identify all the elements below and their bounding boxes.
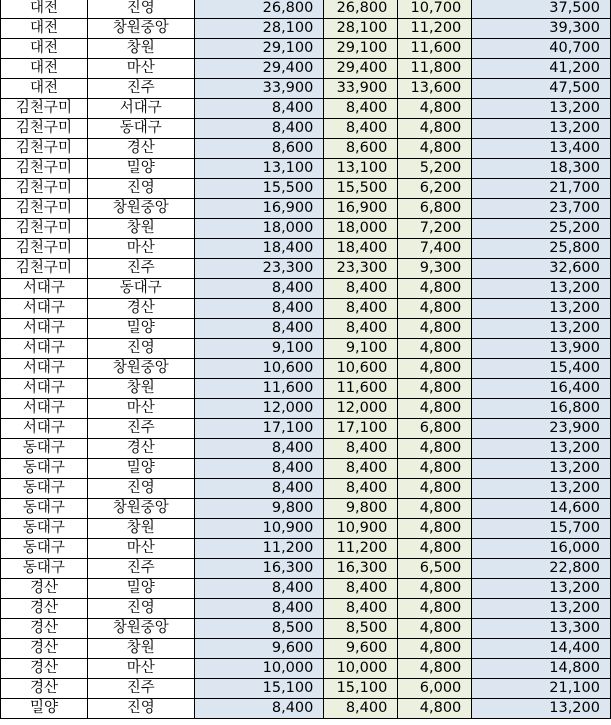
total-fare-cell[interactable]: 13,400 — [472, 139, 611, 159]
departure-station-cell[interactable]: 경산 — [1, 679, 88, 699]
fare-cell-2[interactable]: 13,100 — [324, 159, 398, 179]
arrival-station-cell[interactable]: 진영 — [87, 179, 194, 199]
fare-cell[interactable]: 16,900 — [194, 199, 324, 219]
fare-cell-3[interactable]: 4,800 — [398, 519, 472, 539]
departure-station-cell[interactable]: 대전 — [1, 39, 88, 59]
arrival-station-cell[interactable]: 창원중앙 — [87, 359, 194, 379]
fare-cell[interactable]: 17,100 — [194, 419, 324, 439]
fare-cell[interactable]: 11,600 — [194, 379, 324, 399]
total-fare-cell[interactable]: 32,600 — [472, 259, 611, 279]
fare-cell[interactable]: 13,100 — [194, 159, 324, 179]
total-fare-cell[interactable]: 13,200 — [472, 279, 611, 299]
total-fare-cell[interactable]: 23,900 — [472, 419, 611, 439]
arrival-station-cell[interactable]: 마산 — [87, 539, 194, 559]
table-row — [1, 0, 611, 19]
fare-cell-2[interactable]: 17,100 — [324, 419, 398, 439]
departure-station-cell[interactable]: 김천구미 — [1, 219, 88, 239]
arrival-station-cell[interactable]: 밀양 — [87, 159, 194, 179]
total-fare-cell[interactable]: 13,900 — [472, 339, 611, 359]
departure-station-cell[interactable]: 동대구 — [1, 499, 88, 519]
total-fare-cell[interactable]: 39,300 — [472, 19, 611, 39]
fare-cell-2[interactable]: 8,400 — [324, 99, 398, 119]
total-fare-cell[interactable]: 18,300 — [472, 159, 611, 179]
departure-station-cell[interactable]: 서대구 — [1, 339, 88, 359]
arrival-station-cell[interactable]: 진영 — [87, 699, 194, 719]
table-row — [1, 219, 611, 239]
fare-cell-2[interactable]: 8,400 — [324, 299, 398, 319]
fare-table-body — [1, 0, 611, 719]
total-fare-cell[interactable]: 25,200 — [472, 219, 611, 239]
arrival-station-cell[interactable]: 서대구 — [87, 99, 194, 119]
departure-station-cell[interactable]: 경산 — [1, 659, 88, 679]
fare-cell-3[interactable]: 5,200 — [398, 159, 472, 179]
fare-cell[interactable]: 33,900 — [194, 79, 324, 99]
total-fare-cell[interactable]: 21,700 — [472, 179, 611, 199]
departure-station-cell[interactable]: 동대구 — [1, 539, 88, 559]
arrival-station-cell[interactable]: 진주 — [87, 259, 194, 279]
total-fare-cell[interactable]: 13,300 — [472, 619, 611, 639]
departure-station-cell[interactable]: 밀양 — [1, 699, 88, 719]
fare-cell-3[interactable]: 4,800 — [398, 539, 472, 559]
fare-cell-3[interactable]: 4,800 — [398, 359, 472, 379]
total-fare-cell[interactable]: 13,200 — [472, 299, 611, 319]
fare-cell-3[interactable]: 4,800 — [398, 659, 472, 679]
fare-cell[interactable]: 10,600 — [194, 359, 324, 379]
fare-cell-2[interactable]: 28,100 — [324, 19, 398, 39]
total-fare-cell[interactable]: 13,200 — [472, 579, 611, 599]
departure-station-cell[interactable]: 경산 — [1, 599, 88, 619]
fare-cell-2[interactable]: 11,600 — [324, 379, 398, 399]
fare-cell-2[interactable]: 8,400 — [324, 279, 398, 299]
fare-cell-3[interactable]: 4,800 — [398, 299, 472, 319]
table-row — [1, 579, 611, 599]
departure-station-cell[interactable]: 서대구 — [1, 379, 88, 399]
arrival-station-cell[interactable]: 진영 — [87, 0, 194, 19]
fare-cell-3[interactable]: 4,800 — [398, 139, 472, 159]
arrival-station-cell[interactable]: 마산 — [87, 239, 194, 259]
fare-cell-2[interactable]: 33,900 — [324, 79, 398, 99]
total-fare-cell[interactable]: 15,700 — [472, 519, 611, 539]
departure-station-cell[interactable]: 대전 — [1, 0, 88, 19]
table-row — [1, 639, 611, 659]
departure-station-cell[interactable]: 동대구 — [1, 519, 88, 539]
total-fare-cell[interactable]: 41,200 — [472, 59, 611, 79]
departure-station-cell[interactable]: 경산 — [1, 579, 88, 599]
arrival-station-cell[interactable]: 진주 — [87, 559, 194, 579]
fare-cell-3[interactable]: 11,800 — [398, 59, 472, 79]
table-row — [1, 79, 611, 99]
fare-cell-2[interactable]: 18,000 — [324, 219, 398, 239]
total-fare-cell[interactable]: 37,500 — [472, 0, 611, 19]
fare-cell-3[interactable]: 4,800 — [398, 639, 472, 659]
total-fare-cell[interactable]: 14,400 — [472, 639, 611, 659]
table-row — [1, 119, 611, 139]
departure-station-cell[interactable]: 대전 — [1, 59, 88, 79]
departure-station-cell[interactable]: 김천구미 — [1, 259, 88, 279]
fare-cell[interactable]: 8,600 — [194, 139, 324, 159]
fare-cell[interactable]: 15,500 — [194, 179, 324, 199]
total-fare-cell[interactable]: 47,500 — [472, 79, 611, 99]
fare-cell-3[interactable]: 4,800 — [398, 99, 472, 119]
arrival-station-cell[interactable]: 마산 — [87, 399, 194, 419]
fare-cell[interactable]: 8,400 — [194, 99, 324, 119]
fare-cell-3[interactable]: 4,800 — [398, 279, 472, 299]
fare-cell-3[interactable]: 4,800 — [398, 399, 472, 419]
fare-cell[interactable]: 8,400 — [194, 319, 324, 339]
total-fare-cell[interactable]: 13,200 — [472, 119, 611, 139]
arrival-station-cell[interactable]: 밀양 — [87, 579, 194, 599]
arrival-station-cell[interactable]: 창원 — [87, 379, 194, 399]
total-fare-cell[interactable]: 13,200 — [472, 479, 611, 499]
fare-cell-2[interactable]: 8,400 — [324, 459, 398, 479]
fare-cell-2[interactable]: 8,400 — [324, 699, 398, 719]
arrival-station-cell[interactable]: 진영 — [87, 339, 194, 359]
total-fare-cell[interactable]: 13,200 — [472, 699, 611, 719]
departure-station-cell[interactable]: 경산 — [1, 639, 88, 659]
fare-cell-2[interactable]: 9,800 — [324, 499, 398, 519]
arrival-station-cell[interactable]: 동대구 — [87, 279, 194, 299]
total-fare-cell[interactable]: 14,800 — [472, 659, 611, 679]
fare-cell-2[interactable]: 16,900 — [324, 199, 398, 219]
departure-station-cell[interactable]: 김천구미 — [1, 199, 88, 219]
fare-cell-2[interactable]: 8,400 — [324, 479, 398, 499]
fare-cell-3[interactable]: 6,000 — [398, 679, 472, 699]
arrival-station-cell[interactable]: 동대구 — [87, 119, 194, 139]
table-row — [1, 159, 611, 179]
table-row — [1, 539, 611, 559]
fare-cell[interactable]: 8,400 — [194, 479, 324, 499]
departure-station-cell[interactable]: 서대구 — [1, 359, 88, 379]
total-fare-cell[interactable]: 13,200 — [472, 439, 611, 459]
fare-cell[interactable]: 10,000 — [194, 659, 324, 679]
fare-cell[interactable]: 8,400 — [194, 279, 324, 299]
table-row — [1, 559, 611, 579]
arrival-station-cell[interactable]: 밀양 — [87, 459, 194, 479]
fare-cell[interactable]: 29,400 — [194, 59, 324, 79]
total-fare-cell[interactable]: 15,400 — [472, 359, 611, 379]
table-row — [1, 359, 611, 379]
arrival-station-cell[interactable]: 진주 — [87, 679, 194, 699]
fare-cell-2[interactable]: 8,400 — [324, 579, 398, 599]
table-row — [1, 99, 611, 119]
arrival-station-cell[interactable]: 창원 — [87, 39, 194, 59]
departure-station-cell[interactable]: 대전 — [1, 79, 88, 99]
arrival-station-cell[interactable]: 경산 — [87, 139, 194, 159]
fare-cell-2[interactable]: 10,600 — [324, 359, 398, 379]
fare-cell-2[interactable]: 8,400 — [324, 319, 398, 339]
arrival-station-cell[interactable]: 창원 — [87, 639, 194, 659]
fare-cell[interactable]: 8,400 — [194, 459, 324, 479]
fare-cell-3[interactable]: 4,800 — [398, 619, 472, 639]
total-fare-cell[interactable]: 14,600 — [472, 499, 611, 519]
table-row — [1, 259, 611, 279]
fare-cell-2[interactable]: 12,000 — [324, 399, 398, 419]
fare-cell-2[interactable]: 15,100 — [324, 679, 398, 699]
total-fare-cell[interactable]: 16,400 — [472, 379, 611, 399]
fare-cell[interactable]: 8,400 — [194, 699, 324, 719]
total-fare-cell[interactable]: 23,700 — [472, 199, 611, 219]
fare-cell-2[interactable]: 26,800 — [324, 0, 398, 19]
table-row — [1, 699, 611, 719]
table-row — [1, 419, 611, 439]
arrival-station-cell[interactable]: 창원중앙 — [87, 499, 194, 519]
departure-station-cell[interactable]: 김천구미 — [1, 239, 88, 259]
departure-station-cell[interactable]: 서대구 — [1, 299, 88, 319]
fare-cell-3[interactable]: 6,500 — [398, 559, 472, 579]
fare-cell-2[interactable]: 8,400 — [324, 119, 398, 139]
fare-cell[interactable]: 10,900 — [194, 519, 324, 539]
table-row — [1, 679, 611, 699]
departure-station-cell[interactable]: 김천구미 — [1, 159, 88, 179]
fare-cell[interactable]: 9,600 — [194, 639, 324, 659]
table-row — [1, 599, 611, 619]
fare-cell-2[interactable]: 29,400 — [324, 59, 398, 79]
fare-cell-3[interactable]: 4,800 — [398, 439, 472, 459]
fare-cell[interactable]: 16,300 — [194, 559, 324, 579]
departure-station-cell[interactable]: 동대구 — [1, 459, 88, 479]
total-fare-cell[interactable]: 13,200 — [472, 319, 611, 339]
fare-cell[interactable]: 11,200 — [194, 539, 324, 559]
fare-cell-2[interactable]: 10,900 — [324, 519, 398, 539]
fare-cell[interactable]: 8,400 — [194, 119, 324, 139]
departure-station-cell[interactable]: 대전 — [1, 19, 88, 39]
departure-station-cell[interactable]: 김천구미 — [1, 99, 88, 119]
fare-cell-3[interactable]: 4,800 — [398, 379, 472, 399]
table-row — [1, 179, 611, 199]
table-row — [1, 519, 611, 539]
table-row — [1, 459, 611, 479]
fare-cell[interactable]: 28,100 — [194, 19, 324, 39]
fare-cell[interactable]: 12,000 — [194, 399, 324, 419]
arrival-station-cell[interactable]: 마산 — [87, 59, 194, 79]
table-row — [1, 439, 611, 459]
fare-cell[interactable]: 18,000 — [194, 219, 324, 239]
total-fare-cell[interactable]: 22,800 — [472, 559, 611, 579]
departure-station-cell[interactable]: 서대구 — [1, 399, 88, 419]
total-fare-cell[interactable]: 40,700 — [472, 39, 611, 59]
table-row — [1, 619, 611, 639]
departure-station-cell[interactable]: 김천구미 — [1, 139, 88, 159]
arrival-station-cell[interactable]: 경산 — [87, 299, 194, 319]
fare-cell[interactable]: 8,400 — [194, 439, 324, 459]
fare-cell[interactable]: 18,400 — [194, 239, 324, 259]
fare-cell-2[interactable]: 9,600 — [324, 639, 398, 659]
departure-station-cell[interactable]: 동대구 — [1, 439, 88, 459]
fare-cell[interactable]: 8,400 — [194, 599, 324, 619]
fare-cell[interactable]: 9,800 — [194, 499, 324, 519]
fare-cell-2[interactable]: 23,300 — [324, 259, 398, 279]
fare-cell-3[interactable]: 4,800 — [398, 479, 472, 499]
arrival-station-cell[interactable]: 창원중앙 — [87, 19, 194, 39]
fare-cell-2[interactable]: 8,600 — [324, 139, 398, 159]
table-row — [1, 299, 611, 319]
fare-cell-3[interactable]: 4,800 — [398, 579, 472, 599]
fare-cell[interactable]: 8,400 — [194, 579, 324, 599]
fare-cell[interactable]: 9,100 — [194, 339, 324, 359]
arrival-station-cell[interactable]: 진영 — [87, 479, 194, 499]
fare-cell-2[interactable]: 9,100 — [324, 339, 398, 359]
table-row — [1, 39, 611, 59]
arrival-station-cell[interactable]: 창원중앙 — [87, 199, 194, 219]
total-fare-cell[interactable]: 21,100 — [472, 679, 611, 699]
fare-cell-2[interactable]: 11,200 — [324, 539, 398, 559]
fare-cell-2[interactable]: 18,400 — [324, 239, 398, 259]
total-fare-cell[interactable]: 13,200 — [472, 99, 611, 119]
table-row — [1, 239, 611, 259]
arrival-station-cell[interactable]: 경산 — [87, 439, 194, 459]
fare-cell-3[interactable]: 6,800 — [398, 199, 472, 219]
arrival-station-cell[interactable]: 마산 — [87, 659, 194, 679]
departure-station-cell[interactable]: 서대구 — [1, 319, 88, 339]
fare-cell[interactable]: 29,100 — [194, 39, 324, 59]
departure-station-cell[interactable]: 서대구 — [1, 419, 88, 439]
table-row — [1, 399, 611, 419]
arrival-station-cell[interactable]: 진영 — [87, 599, 194, 619]
fare-cell[interactable]: 26,800 — [194, 0, 324, 19]
total-fare-cell[interactable]: 13,200 — [472, 599, 611, 619]
fare-cell-2[interactable]: 29,100 — [324, 39, 398, 59]
fare-cell-3[interactable]: 13,600 — [398, 79, 472, 99]
table-row — [1, 199, 611, 219]
fare-cell-3[interactable]: 4,800 — [398, 699, 472, 719]
fare-cell-3[interactable]: 4,800 — [398, 499, 472, 519]
total-fare-cell[interactable]: 13,200 — [472, 459, 611, 479]
fare-cell[interactable]: 8,400 — [194, 299, 324, 319]
table-row — [1, 379, 611, 399]
fare-cell-3[interactable]: 9,300 — [398, 259, 472, 279]
table-row — [1, 499, 611, 519]
table-row — [1, 479, 611, 499]
fare-cell[interactable]: 23,300 — [194, 259, 324, 279]
fare-cell-3[interactable]: 4,800 — [398, 319, 472, 339]
table-row — [1, 19, 611, 39]
fare-cell-3[interactable]: 11,600 — [398, 39, 472, 59]
fare-cell-3[interactable]: 7,400 — [398, 239, 472, 259]
fare-cell-3[interactable]: 4,800 — [398, 459, 472, 479]
fare-cell-3[interactable]: 10,700 — [398, 0, 472, 19]
fare-cell-3[interactable]: 11,200 — [398, 19, 472, 39]
departure-station-cell[interactable]: 김천구미 — [1, 119, 88, 139]
arrival-station-cell[interactable]: 진주 — [87, 419, 194, 439]
fare-cell-3[interactable]: 4,800 — [398, 119, 472, 139]
table-row — [1, 139, 611, 159]
fare-cell-2[interactable]: 8,400 — [324, 439, 398, 459]
fare-cell-2[interactable]: 8,400 — [324, 599, 398, 619]
arrival-station-cell[interactable]: 밀양 — [87, 319, 194, 339]
arrival-station-cell[interactable]: 창원 — [87, 519, 194, 539]
table-row — [1, 59, 611, 79]
fare-cell-3[interactable]: 6,800 — [398, 419, 472, 439]
arrival-station-cell[interactable]: 진주 — [87, 79, 194, 99]
table-row — [1, 319, 611, 339]
departure-station-cell[interactable]: 김천구미 — [1, 179, 88, 199]
table-row — [1, 339, 611, 359]
fare-cell-2[interactable]: 15,500 — [324, 179, 398, 199]
departure-station-cell[interactable]: 경산 — [1, 619, 88, 639]
fare-cell-3[interactable]: 4,800 — [398, 339, 472, 359]
fare-cell-3[interactable]: 4,800 — [398, 599, 472, 619]
fare-cell[interactable]: 15,100 — [194, 679, 324, 699]
fare-cell-2[interactable]: 10,000 — [324, 659, 398, 679]
fare-cell-2[interactable]: 16,300 — [324, 559, 398, 579]
departure-station-cell[interactable]: 동대구 — [1, 479, 88, 499]
fare-cell-2[interactable]: 8,500 — [324, 619, 398, 639]
table-row — [1, 279, 611, 299]
fare-cell-3[interactable]: 7,200 — [398, 219, 472, 239]
arrival-station-cell[interactable]: 창원중앙 — [87, 619, 194, 639]
total-fare-cell[interactable]: 16,800 — [472, 399, 611, 419]
fare-cell-3[interactable]: 6,200 — [398, 179, 472, 199]
departure-station-cell[interactable]: 서대구 — [1, 279, 88, 299]
departure-station-cell[interactable]: 동대구 — [1, 559, 88, 579]
fare-cell[interactable]: 8,500 — [194, 619, 324, 639]
total-fare-cell[interactable]: 25,800 — [472, 239, 611, 259]
table-row — [1, 659, 611, 679]
total-fare-cell[interactable]: 16,000 — [472, 539, 611, 559]
arrival-station-cell[interactable]: 창원 — [87, 219, 194, 239]
